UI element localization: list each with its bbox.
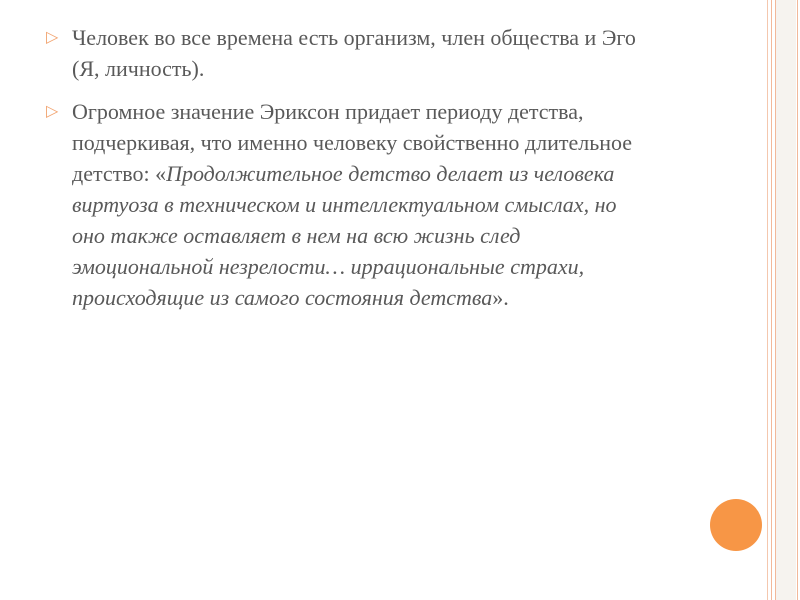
arrow-bullet-icon: ▷: [46, 103, 59, 120]
erikson-quote: Продолжительное детство делает из человека виртуоза в техническом и интеллектуальном смыслах, но оно также оставляет в нем на всю жизнь след эмоциональной незрелости… иррациональные страхи, происходящие из самого состояния детства: [72, 161, 617, 310]
decor-stripe: [771, 0, 772, 600]
bullet-text: Человек во все времена есть организм, член общества и Эго (Я, личность).: [72, 25, 636, 81]
bullet-item-2: [46, 96, 646, 313]
quote-open-mark: «: [155, 161, 167, 186]
bullet-text: Огромное значение Эриксон придает периоду детства, подчеркивая, что именно человеку свойственно длительное детство:: [72, 99, 633, 186]
quote-close-mark: ».: [492, 285, 509, 310]
slide-body: [46, 22, 646, 325]
arrow-bullet-icon: ▷: [46, 29, 59, 46]
decor-stripe: [767, 0, 768, 600]
decor-stripe: [797, 0, 798, 600]
bullet-item-1: [46, 22, 646, 84]
accent-circle: [710, 499, 762, 551]
decor-band: [776, 0, 796, 600]
